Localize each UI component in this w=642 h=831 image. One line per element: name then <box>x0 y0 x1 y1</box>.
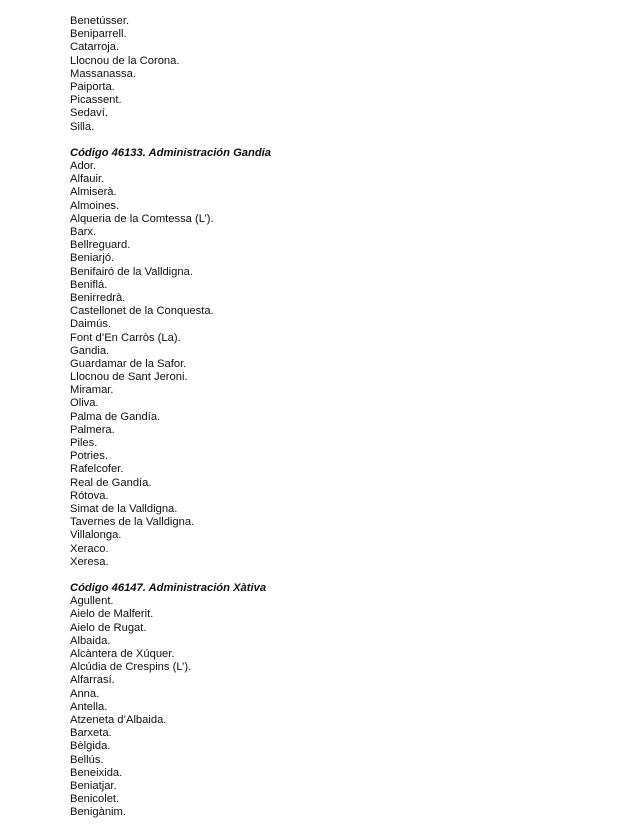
list-item: Catarroja. <box>70 41 120 54</box>
list-item: Rafelcofer. <box>70 463 124 476</box>
list-item: Silla. <box>70 120 95 133</box>
list-item: Beniflá. <box>70 278 108 291</box>
list-item: Guardamar de la Safor. <box>70 357 187 370</box>
list-item: Benifairó de la Valldigna. <box>70 265 193 278</box>
list-item: Palmera. <box>70 423 115 436</box>
list-item: Atzeneta d’Albaida. <box>70 713 167 726</box>
list-item: Albaida. <box>70 634 111 647</box>
list-item: Oliva. <box>70 397 99 410</box>
list-item: Ador. <box>70 160 97 173</box>
list-item: Almoines. <box>70 199 120 212</box>
list-item: Xeresa. <box>70 555 109 568</box>
list-item: Castellonet de la Conquesta. <box>70 305 214 318</box>
section-spacer <box>70 569 630 582</box>
list-item: Gandia. <box>70 344 110 357</box>
list-item: Agullent. <box>70 595 114 608</box>
list-item: Beniatjar. <box>70 779 117 792</box>
list-item: Alcàntera de Xúquer. <box>70 648 175 660</box>
section-gandia <box>70 147 630 569</box>
list-item: Antella. <box>70 700 108 713</box>
list-item: Font d’En Carròs (La). <box>70 331 181 344</box>
list-item: Daimús. <box>70 318 112 331</box>
list-item: Potries. <box>70 450 108 463</box>
section-xativa <box>70 582 630 819</box>
intro-municipality-list <box>70 15 630 134</box>
list-item: Beneixida. <box>70 766 123 779</box>
list-item: Almiserà. <box>70 186 117 199</box>
list-item: Bellús. <box>70 753 104 766</box>
list-item: Barx. <box>70 226 97 238</box>
list-item: Rótova. <box>70 489 109 502</box>
list-item: Beniparrell. <box>70 28 127 41</box>
list-item: Palma de Gandía. <box>70 410 161 423</box>
list-item: Llocnou de Sant Jeroni. <box>70 371 188 384</box>
list-item: Benicolet. <box>70 793 120 806</box>
list-item: Real de Gandía. <box>70 476 152 489</box>
list-item: Barxeta. <box>70 727 112 740</box>
list-item: Llocnou de la Corona. <box>70 54 180 67</box>
list-item: Simat de la Valldigna. <box>70 502 178 515</box>
list-item: Alcúdia de Crespins (L’). <box>70 661 192 674</box>
list-item: Alfarrasí. <box>70 674 115 687</box>
list-item: Benetússer. <box>70 15 130 27</box>
list-item: Villalonga. <box>70 529 122 542</box>
list-item: Bellreguard. <box>70 239 131 252</box>
list-item: Beniarjó. <box>70 252 115 265</box>
list-item: Aielo de Rugat. <box>70 621 147 634</box>
section-heading: Código 46133. Administración Gandia <box>70 146 272 159</box>
list-item: Benirredrà. <box>70 291 126 304</box>
list-item: Paiporta. <box>70 80 115 93</box>
list-item: Bèlgida. <box>70 740 111 753</box>
list-item: Alqueria de la Comtessa (L’). <box>70 212 214 225</box>
list-item: Aielo de Malferit. <box>70 608 154 621</box>
list-item: Piles. <box>70 437 98 449</box>
section-spacer <box>70 134 630 147</box>
list-item: Anna. <box>70 687 100 700</box>
list-item: Xeraco. <box>70 542 109 555</box>
list-item: Miramar. <box>70 384 114 397</box>
section-heading: Código 46147. Administración Xàtiva <box>70 582 267 595</box>
list-item: Benigànim. <box>70 806 126 819</box>
document-page <box>70 15 630 819</box>
list-item: Alfauir. <box>70 173 105 186</box>
list-item: Sedaví. <box>70 107 108 120</box>
list-item: Massanassa. <box>70 67 136 80</box>
list-item: Tavernes de la Valldigna. <box>70 516 195 529</box>
list-item: Picassent. <box>70 94 122 107</box>
